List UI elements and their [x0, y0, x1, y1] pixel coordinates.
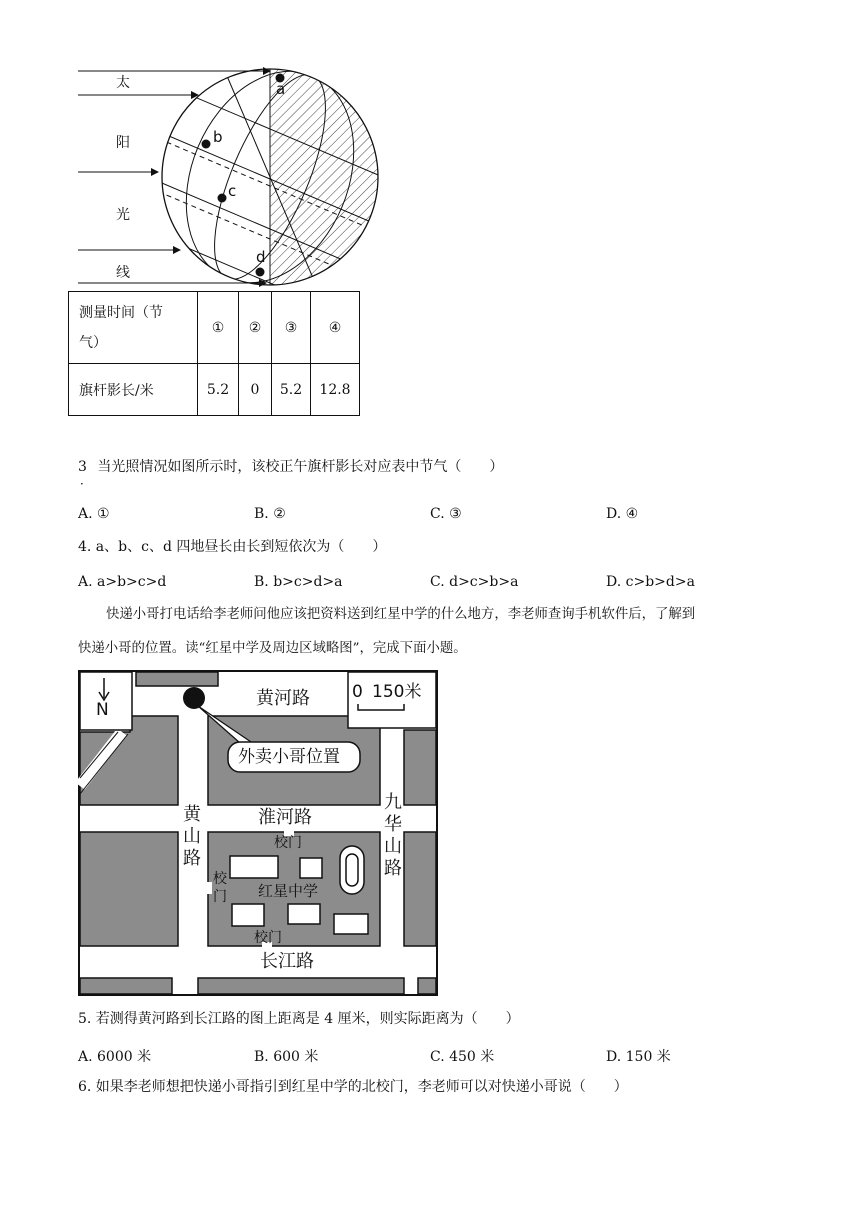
point-c-dot: [218, 194, 227, 203]
sun-label-4: 线: [116, 265, 130, 281]
q3-question: [78, 460, 503, 474]
table-value-3: 5.2: [272, 364, 311, 416]
q3-option-c[interactable]: C. ③: [430, 506, 462, 522]
passage-line-1: 快递小哥打电话给李老师问他应该把资料送到红星中学的什么地方，李老师查询手机软件后，了解到: [106, 607, 696, 622]
globe-figure: [70, 60, 390, 290]
point-c-label: c: [228, 182, 237, 200]
north-label: N: [96, 700, 109, 720]
school-map: [78, 670, 438, 996]
point-a-label: a: [276, 80, 286, 98]
q4-option-b[interactable]: B. b>c>d>a: [254, 574, 343, 590]
q4-option-c[interactable]: C. d>c>b>a: [430, 574, 519, 590]
q3-text: 当光照情况如图所示时，该校正午旗杆影长对应表中节气（ ）: [97, 459, 504, 475]
q3-option-a[interactable]: A. ①: [78, 506, 110, 522]
point-b-label: b: [213, 128, 223, 146]
road-huaihe-label: 淮河路: [258, 807, 312, 828]
point-d-label: d: [256, 248, 266, 266]
table-value-1: 5.2: [198, 364, 239, 416]
q5-option-b[interactable]: B. 600 米: [254, 1049, 319, 1065]
gate-west-label: 校 门: [213, 871, 227, 905]
q6-question: 6. 如果李老师想把快递小哥指引到红星中学的北校门，李老师可以对快递小哥说（ ）: [78, 1079, 628, 1095]
sun-label-1: 太: [116, 75, 130, 91]
table-header-label: 测量时间（节 气）: [69, 292, 198, 364]
q5-option-c[interactable]: C. 450 米: [430, 1049, 495, 1065]
q4-option-a[interactable]: A. a>b>c>d: [78, 574, 167, 590]
q4-option-d[interactable]: D. c>b>d>a: [606, 574, 695, 590]
sun-label-3: 光: [116, 207, 130, 223]
gate-south-label: 校门: [254, 930, 282, 946]
shadow-length-table: [68, 291, 360, 416]
road-huanghe-label: 黄河路: [256, 688, 310, 709]
courier-callout: 外卖小哥位置: [238, 747, 340, 767]
table-value-4: 12.8: [311, 364, 360, 416]
table-term-2: ②: [239, 292, 272, 364]
point-d-dot: [256, 268, 265, 277]
table-term-4: ④: [311, 292, 360, 364]
point-b-dot: [202, 140, 211, 149]
q5-question: 5. 若测得黄河路到长江路的图上距离是 4 厘米，则实际距离为（ ）: [78, 1011, 520, 1027]
q3-option-d[interactable]: D. ④: [606, 506, 639, 522]
q3-option-b[interactable]: B. ②: [254, 506, 286, 522]
q4-question: 4. a、b、c、d 四地昼长由长到短依次为（ ）: [78, 539, 387, 555]
table-term-1: ①: [198, 292, 239, 364]
gate-north-label: 校门: [274, 835, 302, 851]
table-row-label: 旗杆影长/米: [69, 364, 198, 416]
table-value-2: 0: [239, 364, 272, 416]
road-jiuhuashan-label: 九 华 山 路: [384, 792, 402, 879]
q3-dot: ．: [80, 473, 93, 487]
road-changjiang-label: 长江路: [260, 951, 314, 972]
passage-line-2: 快递小哥的位置。读“红星中学及周边区域略图”，完成下面小题。: [78, 641, 467, 656]
school-name-label: 红星中学: [258, 882, 319, 900]
q3-number: 3: [78, 459, 87, 475]
scale-zero: 0: [352, 682, 363, 702]
q5-option-a[interactable]: A. 6000 米: [78, 1049, 152, 1065]
road-huangshan-label: 黄 山 路: [183, 804, 201, 869]
sun-label-2: 阳: [116, 135, 130, 151]
table-term-3: ③: [272, 292, 311, 364]
scale-value: 150米: [372, 682, 422, 702]
globe-illustration: [70, 60, 390, 290]
q5-option-d[interactable]: D. 150 米: [606, 1049, 671, 1065]
